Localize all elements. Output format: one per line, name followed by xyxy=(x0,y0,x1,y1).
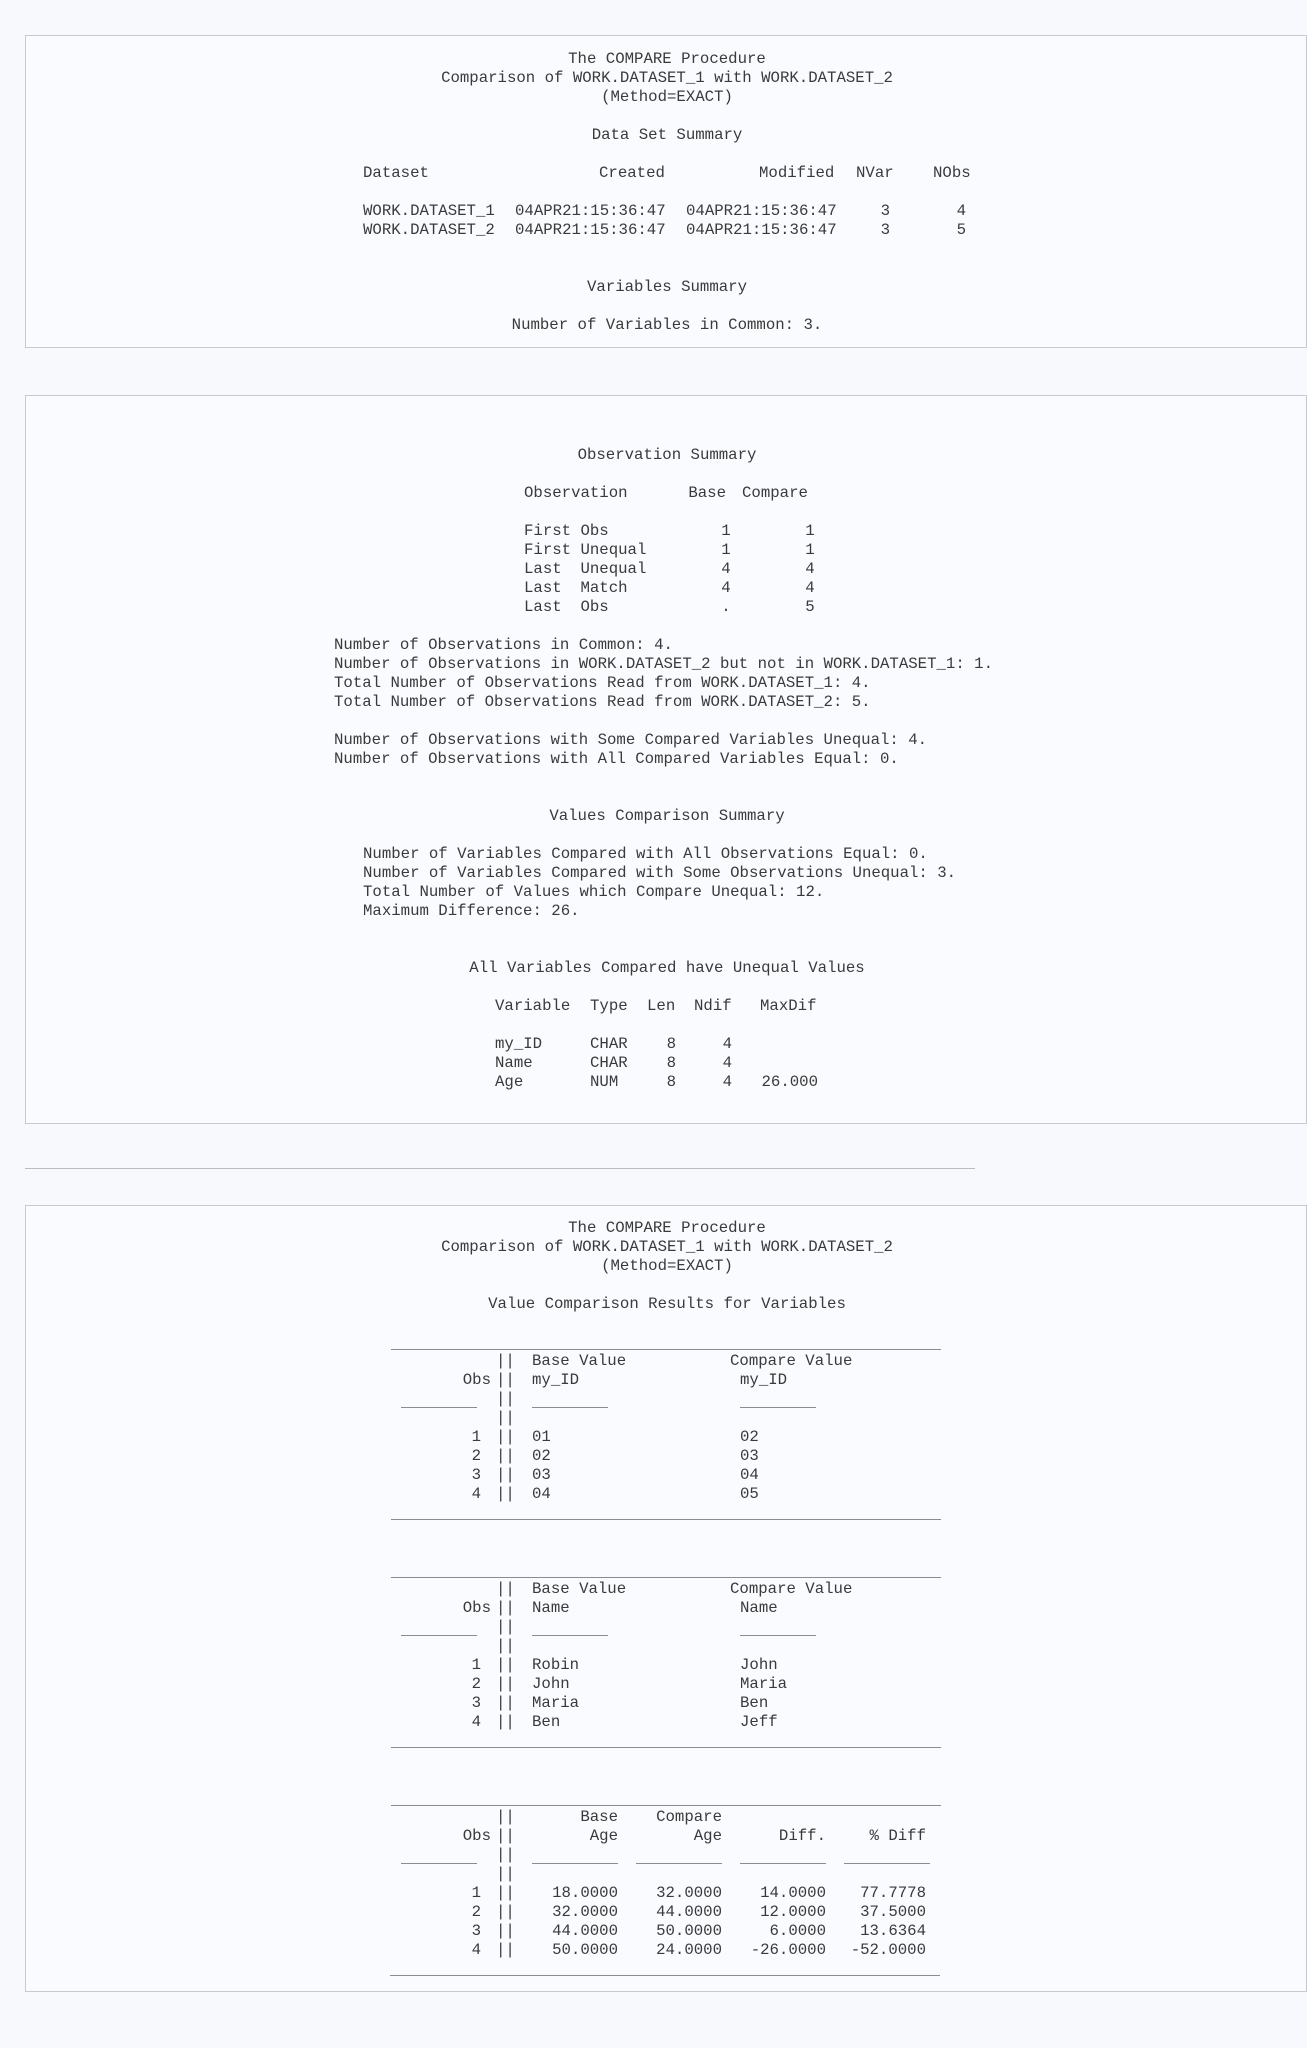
var-col-ndif: Ndif xyxy=(694,997,732,1015)
obs-note: Total Number of Observations Read from WORK.DATASET_2: 5. xyxy=(334,693,871,711)
obs-row-base: 1 xyxy=(721,541,731,559)
block-top-rule xyxy=(391,1577,941,1578)
sep: || xyxy=(496,1390,515,1408)
var-row-name: Age xyxy=(495,1073,524,1091)
sep: || xyxy=(496,1580,515,1598)
obs-label: Obs xyxy=(462,1827,491,1845)
sep: || xyxy=(496,1352,515,1370)
results-title: Value Comparison Results for Variables xyxy=(488,1295,846,1313)
obs-row-base: 4 xyxy=(721,579,731,597)
diff-underline xyxy=(740,1863,826,1864)
compare-value: 50.0000 xyxy=(656,1922,722,1940)
obs-row-label: First Unequal xyxy=(524,541,647,559)
var-col-maxdif: MaxDif xyxy=(760,997,817,1015)
sep: || xyxy=(496,1922,515,1940)
compare-value: John xyxy=(740,1656,778,1674)
base-value-label: Base Value xyxy=(532,1580,627,1598)
base-value: John xyxy=(532,1675,570,1693)
obs-number: 3 xyxy=(471,1694,481,1712)
compare-value: 04 xyxy=(740,1466,759,1484)
compare-value: 44.0000 xyxy=(656,1903,722,1921)
base-var-name: Name xyxy=(532,1599,570,1617)
var-col-len: Len xyxy=(647,997,676,1015)
base-value: 02 xyxy=(532,1447,551,1465)
obs-number: 2 xyxy=(471,1675,481,1693)
obs-row-label: First Obs xyxy=(524,522,609,540)
base-var-name: Age xyxy=(589,1827,618,1845)
obs-underline xyxy=(401,1407,477,1408)
sep: || xyxy=(496,1846,515,1864)
sep: || xyxy=(496,1447,515,1465)
sep: || xyxy=(496,1599,515,1617)
page-divider xyxy=(25,1168,975,1169)
dataset-row-2-created: 04APR21:15:36:47 xyxy=(515,221,666,239)
base-value: 50.0000 xyxy=(552,1941,618,1959)
var-row-len: 8 xyxy=(666,1073,676,1091)
obs-note: Total Number of Observations Read from WORK.DATASET_1: 4. xyxy=(334,674,871,692)
dataset-row-1-modified: 04APR21:15:36:47 xyxy=(686,202,837,220)
obs-row-base: 1 xyxy=(721,522,731,540)
diff-value: 6.0000 xyxy=(769,1922,826,1940)
obs-label: Obs xyxy=(462,1599,491,1617)
base-value: 18.0000 xyxy=(552,1884,618,1902)
obs-label: Obs xyxy=(462,1371,491,1389)
proc-title: The COMPARE Procedure xyxy=(568,50,766,68)
obs-number: 3 xyxy=(471,1922,481,1940)
obs-number: 2 xyxy=(471,1447,481,1465)
method-line: (Method=EXACT) xyxy=(601,88,733,106)
method-line: (Method=EXACT) xyxy=(601,1257,733,1275)
base-label: Base xyxy=(580,1808,618,1826)
sep: || xyxy=(496,1694,515,1712)
compare-value: Jeff xyxy=(740,1713,778,1731)
compare-underline xyxy=(636,1863,722,1864)
sep: || xyxy=(496,1941,515,1959)
var-col-variable: Variable xyxy=(495,997,571,1015)
var-col-type: Type xyxy=(590,997,628,1015)
dataset-summary-title: Data Set Summary xyxy=(591,126,743,144)
var-row-name: Name xyxy=(495,1054,533,1072)
obs-number: 4 xyxy=(471,1713,481,1731)
diff-value: 12.0000 xyxy=(760,1903,826,1921)
obs-underline xyxy=(401,1635,477,1636)
obs-col-compare: Compare xyxy=(742,484,808,502)
col-header-modified: Modified xyxy=(759,164,835,182)
block-top-rule xyxy=(391,1349,941,1350)
pct-diff-value: -52.0000 xyxy=(850,1941,926,1959)
values-note: Number of Variables Compared with All Observations Equal: 0. xyxy=(363,845,928,863)
obs-number: 1 xyxy=(471,1884,481,1902)
values-comparison-title: Values Comparison Summary xyxy=(549,807,785,825)
compare-value: 03 xyxy=(740,1447,759,1465)
compare-value: Maria xyxy=(740,1675,788,1693)
obs-row-compare: 5 xyxy=(805,598,815,616)
sep: || xyxy=(496,1466,515,1484)
base-value: Ben xyxy=(532,1713,561,1731)
compare-underline xyxy=(740,1407,816,1408)
base-value: 04 xyxy=(532,1485,551,1503)
pct-diff-label: % Diff xyxy=(869,1827,926,1845)
col-header-dataset: Dataset xyxy=(363,164,429,182)
base-value-label: Base Value xyxy=(532,1352,627,1370)
base-value: 44.0000 xyxy=(552,1922,618,1940)
unequal-values-title: All Variables Compared have Unequal Values xyxy=(469,959,865,977)
obs-note: Number of Observations in Common: 4. xyxy=(334,636,673,654)
variables-summary-title: Variables Summary xyxy=(586,278,748,296)
dataset-row-1-name: WORK.DATASET_1 xyxy=(363,202,495,220)
obs-row-label: Last Unequal xyxy=(524,560,647,578)
variables-in-common: Number of Variables in Common: 3. xyxy=(511,316,823,334)
col-header-created: Created xyxy=(599,164,665,182)
sep: || xyxy=(496,1428,515,1446)
obs-col-base: Base xyxy=(688,484,726,502)
pct-diff-value: 13.6364 xyxy=(860,1922,926,1940)
observation-summary-title: Observation Summary xyxy=(577,446,757,464)
compare-value: 02 xyxy=(740,1428,759,1446)
obs-row-compare: 1 xyxy=(805,522,815,540)
pct-diff-value: 37.5000 xyxy=(860,1903,926,1921)
block-bottom-rule xyxy=(391,1519,941,1520)
obs-number: 1 xyxy=(471,1428,481,1446)
compare-var-name: my_ID xyxy=(740,1371,788,1389)
output-page-1 xyxy=(25,35,1307,348)
values-note: Maximum Difference: 26. xyxy=(363,902,580,920)
col-header-nobs: NObs xyxy=(933,164,971,182)
sep: || xyxy=(496,1675,515,1693)
block-top-rule xyxy=(391,1805,941,1806)
comparison-line: Comparison of WORK.DATASET_1 with WORK.DATASET_2 xyxy=(441,69,893,87)
base-value: 32.0000 xyxy=(552,1903,618,1921)
block-bottom-rule xyxy=(390,1975,940,1976)
sep: || xyxy=(496,1827,515,1845)
var-row-len: 8 xyxy=(666,1035,676,1053)
pct-diff-value: 77.7778 xyxy=(860,1884,926,1902)
sep: || xyxy=(496,1485,515,1503)
compare-value: 32.0000 xyxy=(656,1884,722,1902)
var-row-ndif: 4 xyxy=(722,1054,732,1072)
dataset-row-1-created: 04APR21:15:36:47 xyxy=(515,202,666,220)
dataset-row-2-name: WORK.DATASET_2 xyxy=(363,221,495,239)
output-page-3 xyxy=(25,1205,1307,1992)
sep: || xyxy=(496,1637,515,1655)
obs-row-base: . xyxy=(721,598,731,616)
obs-row-base: 4 xyxy=(721,560,731,578)
compare-value: Ben xyxy=(740,1694,769,1712)
obs-number: 1 xyxy=(471,1656,481,1674)
col-header-nvar: NVar xyxy=(856,164,894,182)
diff-value: -26.0000 xyxy=(750,1941,826,1959)
compare-value: 05 xyxy=(740,1485,759,1503)
var-row-len: 8 xyxy=(666,1054,676,1072)
dataset-row-2-nobs: 5 xyxy=(956,221,966,239)
base-underline xyxy=(532,1635,608,1636)
base-underline xyxy=(532,1407,608,1408)
var-row-type: CHAR xyxy=(590,1054,628,1072)
sep: || xyxy=(496,1865,515,1883)
compare-var-name: Age xyxy=(693,1827,722,1845)
var-row-name: my_ID xyxy=(495,1035,543,1053)
comparison-line: Comparison of WORK.DATASET_1 with WORK.DATASET_2 xyxy=(441,1238,893,1256)
diff-label: Diff. xyxy=(778,1827,826,1845)
obs-note: Number of Observations with All Compared Variables Equal: 0. xyxy=(334,750,899,768)
output-page-2 xyxy=(25,395,1307,1124)
compare-underline xyxy=(740,1635,816,1636)
values-note: Number of Variables Compared with Some Observations Unequal: 3. xyxy=(363,864,957,882)
obs-note: Number of Observations with Some Compared Variables Unequal: 4. xyxy=(334,731,928,749)
base-value: Maria xyxy=(532,1694,580,1712)
obs-note: Number of Observations in WORK.DATASET_2 but not in WORK.DATASET_1: 1. xyxy=(334,655,993,673)
compare-var-name: Name xyxy=(740,1599,778,1617)
obs-row-compare: 1 xyxy=(805,541,815,559)
base-value: 01 xyxy=(532,1428,551,1446)
base-value: 03 xyxy=(532,1466,551,1484)
values-note: Total Number of Values which Compare Unequal: 12. xyxy=(363,883,825,901)
diff-value: 14.0000 xyxy=(760,1884,826,1902)
obs-number: 4 xyxy=(471,1941,481,1959)
var-row-type: CHAR xyxy=(590,1035,628,1053)
dataset-row-2-modified: 04APR21:15:36:47 xyxy=(686,221,837,239)
sep: || xyxy=(496,1371,515,1389)
sep: || xyxy=(496,1618,515,1636)
base-value: Robin xyxy=(532,1656,580,1674)
compare-value: 24.0000 xyxy=(656,1941,722,1959)
pct-diff-underline xyxy=(844,1863,930,1864)
obs-row-compare: 4 xyxy=(805,579,815,597)
obs-col-observation: Observation xyxy=(524,484,628,502)
compare-label: Compare xyxy=(656,1808,722,1826)
sep: || xyxy=(496,1903,515,1921)
var-row-ndif: 4 xyxy=(722,1035,732,1053)
obs-row-label: Last Match xyxy=(524,579,628,597)
obs-number: 2 xyxy=(471,1903,481,1921)
base-underline xyxy=(532,1863,618,1864)
obs-row-compare: 4 xyxy=(805,560,815,578)
compare-value-label: Compare Value xyxy=(730,1352,853,1370)
sep: || xyxy=(496,1884,515,1902)
obs-number: 3 xyxy=(471,1466,481,1484)
sep: || xyxy=(496,1713,515,1731)
dataset-row-2-nvar: 3 xyxy=(880,221,890,239)
dataset-row-1-nvar: 3 xyxy=(880,202,890,220)
compare-value-label: Compare Value xyxy=(730,1580,853,1598)
var-row-maxdif: 26.000 xyxy=(761,1073,818,1091)
var-row-ndif: 4 xyxy=(722,1073,732,1091)
base-var-name: my_ID xyxy=(532,1371,580,1389)
obs-number: 4 xyxy=(471,1485,481,1503)
var-row-type: NUM xyxy=(590,1073,619,1091)
sep: || xyxy=(496,1808,515,1826)
sep: || xyxy=(496,1656,515,1674)
dataset-row-1-nobs: 4 xyxy=(956,202,966,220)
obs-underline xyxy=(401,1863,477,1864)
proc-title: The COMPARE Procedure xyxy=(568,1219,766,1237)
obs-row-label: Last Obs xyxy=(524,598,609,616)
sep: || xyxy=(496,1409,515,1427)
block-bottom-rule xyxy=(391,1747,941,1748)
